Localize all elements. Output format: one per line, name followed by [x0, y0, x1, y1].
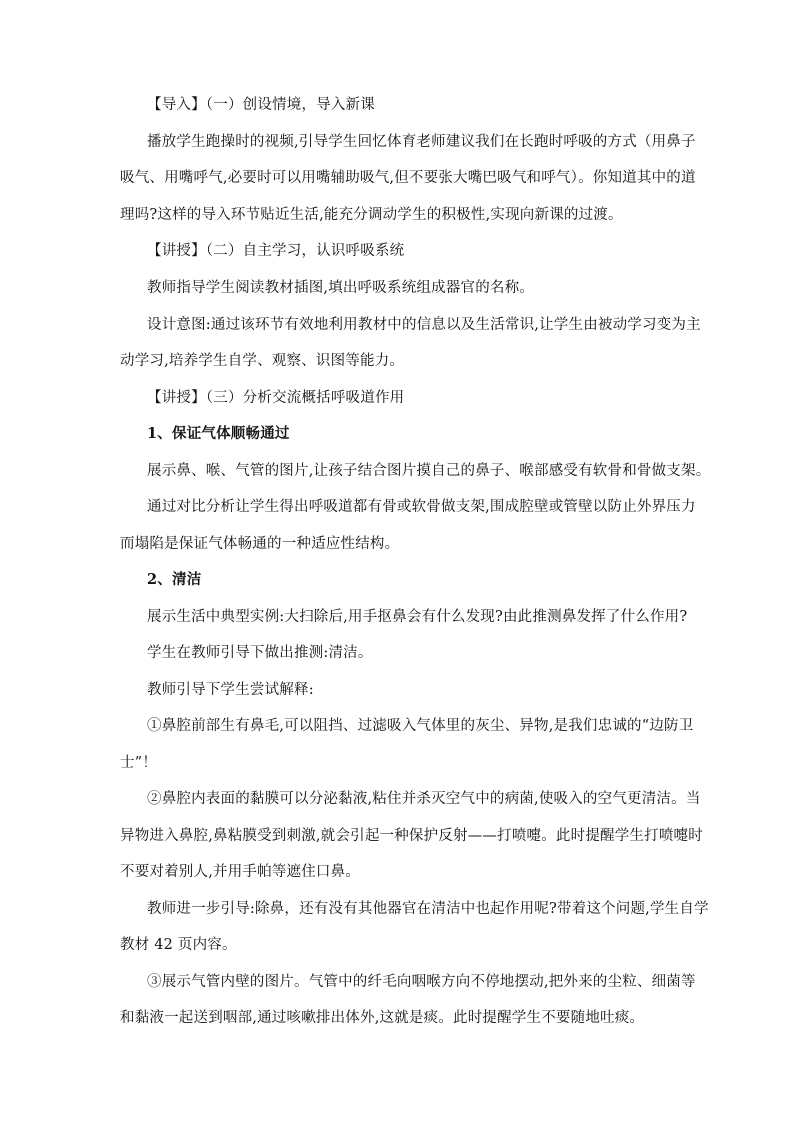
- list-item-line: 和黏液一起送到咽部,通过咳嗽排出体外,这就是痰。此时提醒学生不要随地吐痰。: [120, 1010, 645, 1026]
- paragraph-line: 教师进一步引导:除鼻，还有没有其他器官在清洁中也起作用呢?带着这个问题,学生自学: [147, 901, 709, 917]
- subheading-airflow: 1、保证气体顺畅通过: [147, 425, 290, 442]
- section-heading-intro: 【导入】（一）创设情境，导入新课: [147, 97, 375, 113]
- paragraph-line: 理吗?这样的导入环节贴近生活,能充分调动学生的积极性,实现向新课的过渡。: [120, 207, 623, 223]
- section-heading-self-study: 【讲授】（二）自主学习，认识呼吸系统: [147, 243, 405, 259]
- section-heading-airway: 【讲授】（三）分析交流概括呼吸道作用: [147, 390, 405, 406]
- paragraph-line: 吸气、用嘴呼气,必要时可以用嘴辅助吸气,但不要张大嘴巴吸气和呼气）。你知道其中的道: [120, 170, 696, 186]
- list-item-line: 士”！: [120, 755, 158, 771]
- paragraph-line: 教师指导学生阅读教材插图,填出呼吸系统组成器官的名称。: [147, 280, 535, 296]
- paragraph-line: 教师引导下学生尝试解释:: [147, 682, 314, 698]
- paragraph-line: 设计意图:通过该环节有效地利用教材中的信息以及生活常识,让学生由被动学习变为主: [147, 317, 701, 333]
- paragraph-line: 展示生活中典型实例:大扫除后,用手抠鼻会有什么发现?由此推测鼻发挥了什么作用?: [147, 609, 688, 625]
- list-item-line: ①鼻腔前部生有鼻毛,可以阻挡、过滤吸入气体里的灰尘、异物,是我们忠诚的“边防卫: [147, 718, 694, 734]
- subheading-cleaning: 2、清洁: [147, 571, 202, 588]
- paragraph-line: 学生在教师引导下做出推测:清洁。: [147, 645, 373, 661]
- paragraph-line: 动学习,培养学生自学、观察、识图等能力。: [120, 353, 405, 369]
- list-item-line: ②鼻腔内表面的黏膜可以分泌黏液,粘住并杀灭空气中的病菌,使吸入的空气更清洁。当: [147, 791, 701, 807]
- list-item-line: ③展示气管内壁的图片。气管中的纤毛向咽喉方向不停地摆动,把外来的尘粒、细菌等: [147, 974, 696, 990]
- paragraph-line: 而塌陷是保证气体畅通的一种适应性结构。: [120, 536, 400, 552]
- paragraph-line: 播放学生跑操时的视频,引导学生回忆体育老师建议我们在长跑时呼吸的方式（用鼻子: [147, 134, 696, 150]
- list-item-line: 异物进入鼻腔,鼻粘膜受到刺激,就会引起一种保护反射——打喷嚏。此时提醒学生打喷嚏时: [120, 828, 703, 844]
- paragraph-line: 教材 42 页内容。: [120, 937, 237, 953]
- list-item-line: 不要对着别人,并用手帕等遮住口鼻。: [120, 864, 361, 880]
- paragraph-line: 展示鼻、喉、气管的图片,让孩子结合图片摸自己的鼻子、喉部感受有软骨和骨做支架。: [147, 463, 711, 479]
- paragraph-line: 通过对比分析让学生得出呼吸道都有骨或软骨做支架,围成腔壁或管壁以防止外界压力: [147, 499, 696, 515]
